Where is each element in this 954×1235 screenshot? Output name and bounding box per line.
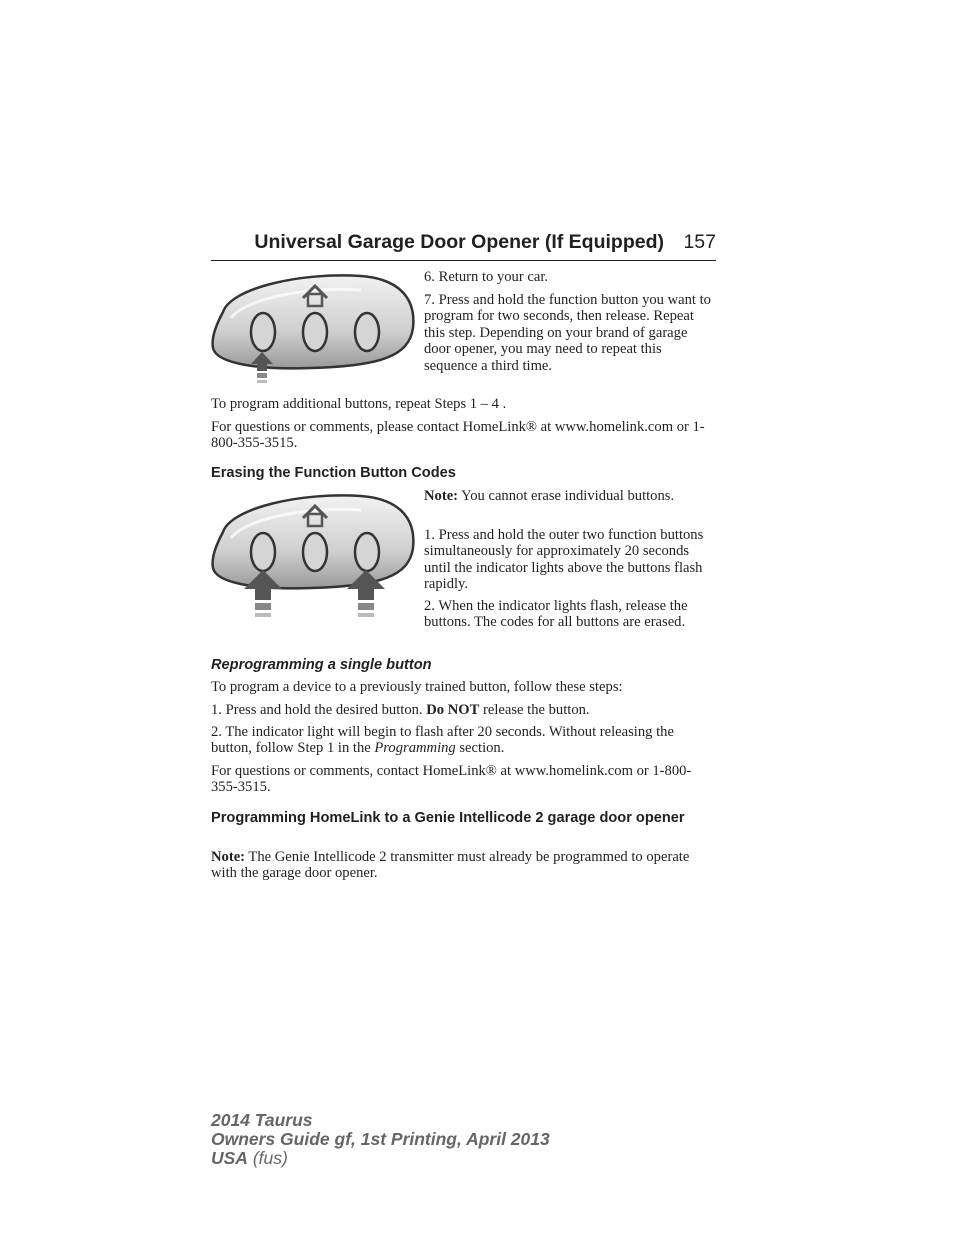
genie-note <box>211 849 716 882</box>
note-text: The Genie Intellicode 2 transmitter must already be programmed to operate with the garage door opener. <box>211 849 690 882</box>
erasing-step-1: 1. Press and hold the outer two function buttons simultaneously for approximately 20 seconds until the indicator lights above the buttons flash rapidly. <box>424 527 704 593</box>
homelink-panel-icon <box>211 490 416 622</box>
homelink-buttons-illustration-erase <box>211 490 416 622</box>
note-text: You cannot erase individual buttons. <box>458 488 675 504</box>
step-1-text-end: release the button. <box>479 702 590 718</box>
note-label: Note: <box>424 488 459 504</box>
page-number: 157 <box>683 231 716 253</box>
reprogramming-step-1 <box>211 702 716 718</box>
footer-country: USA <box>211 1148 248 1169</box>
footer-model: 2014 Taurus <box>211 1110 313 1130</box>
reprogramming-questions: For questions or comments, contact HomeLink® at www.homelink.com or 1-800-355-3515. <box>211 763 692 796</box>
step-2-text: 2. The indicator light will begin to flash after 20 seconds. Without releasing the button, follow Step 1 in the <box>211 724 674 757</box>
page-footer <box>211 1111 550 1169</box>
heading-reprogramming: Reprogramming a single button <box>211 657 432 673</box>
step-1-text: 1. Press and hold the desired button. <box>211 702 427 718</box>
step-2-text-end: section. <box>455 740 505 757</box>
reprogramming-step-2 <box>211 724 716 757</box>
footer-guide: Owners Guide gf, 1st Printing, April 2013 <box>211 1129 550 1150</box>
heading-genie: Programming HomeLink to a Genie Intellicode 2 garage door opener <box>211 810 685 826</box>
para-additional-buttons: To program additional buttons, repeat Steps 1 – 4 . <box>211 396 507 412</box>
erasing-note <box>424 488 716 504</box>
programming-reference: Programming <box>374 740 456 757</box>
para-questions: For questions or comments, please contact HomeLink® at www.homelink.com or 1-800-355-3515. <box>211 419 705 452</box>
heading-erasing: Erasing the Function Button Codes <box>211 465 456 481</box>
footer-region <box>211 1149 550 1168</box>
do-not-emphasis: Do NOT <box>426 702 480 718</box>
reprogramming-intro: To program a device to a previously trained button, follow these steps: <box>211 679 623 695</box>
page-header <box>211 228 716 261</box>
homelink-buttons-illustration-program <box>211 270 416 390</box>
step-7: 7. Press and hold the function button you want to program for two seconds, then release. Repeat this step. Depending on your brand of garage door opener, you may need to repeat this sequence a third time. <box>424 292 711 374</box>
step-6: 6. Return to your car. <box>424 269 549 285</box>
section-title: Universal Garage Door Opener (If Equipped) <box>254 231 664 253</box>
footer-code: (fus) <box>247 1148 288 1169</box>
erasing-step-2: 2. When the indicator lights flash, release the buttons. The codes for all buttons are erased. <box>424 598 688 631</box>
homelink-panel-icon <box>211 270 416 390</box>
note-label: Note: <box>211 849 246 865</box>
